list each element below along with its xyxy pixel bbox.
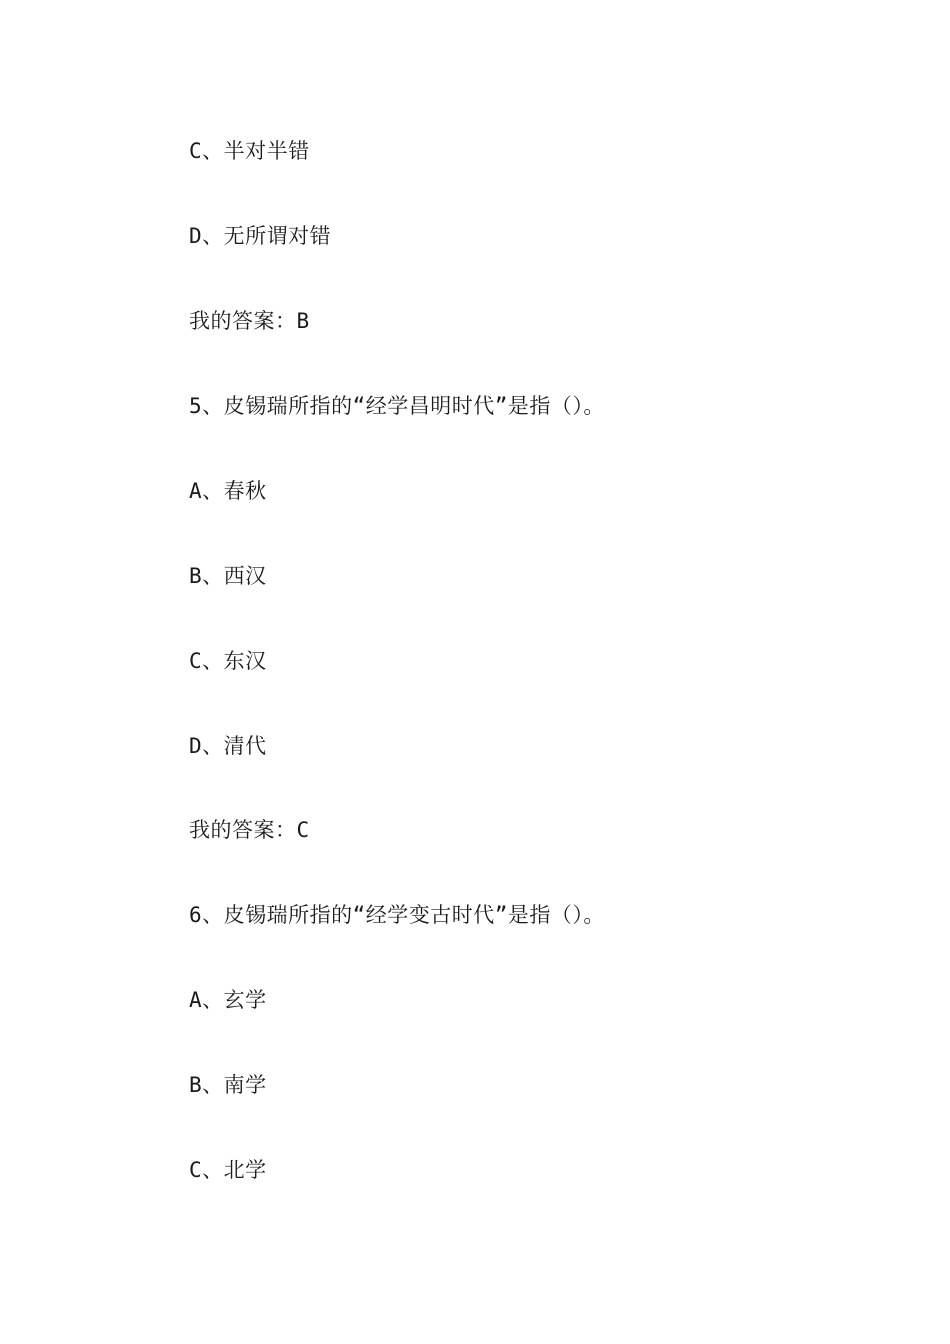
option-c-q4: C、半对半错: [189, 139, 310, 163]
option-b-q5: B、西汉: [189, 564, 267, 588]
my-answer-q5: 我的答案：C: [189, 818, 310, 842]
option-c-q5: C、东汉: [189, 649, 267, 673]
question-6: 6、皮锡瑞所指的“经学变古时代”是指（）。: [189, 903, 605, 927]
my-answer-q4: 我的答案：B: [189, 309, 310, 333]
option-c-q6: C、北学: [189, 1158, 267, 1182]
option-d-q4: D、无所谓对错: [189, 224, 332, 248]
option-a-q6: A、玄学: [189, 988, 267, 1012]
option-b-q6: B、南学: [189, 1073, 267, 1097]
question-5: 5、皮锡瑞所指的“经学昌明时代”是指（）。: [189, 394, 605, 418]
option-d-q5: D、清代: [189, 734, 267, 758]
option-a-q5: A、春秋: [189, 479, 267, 503]
